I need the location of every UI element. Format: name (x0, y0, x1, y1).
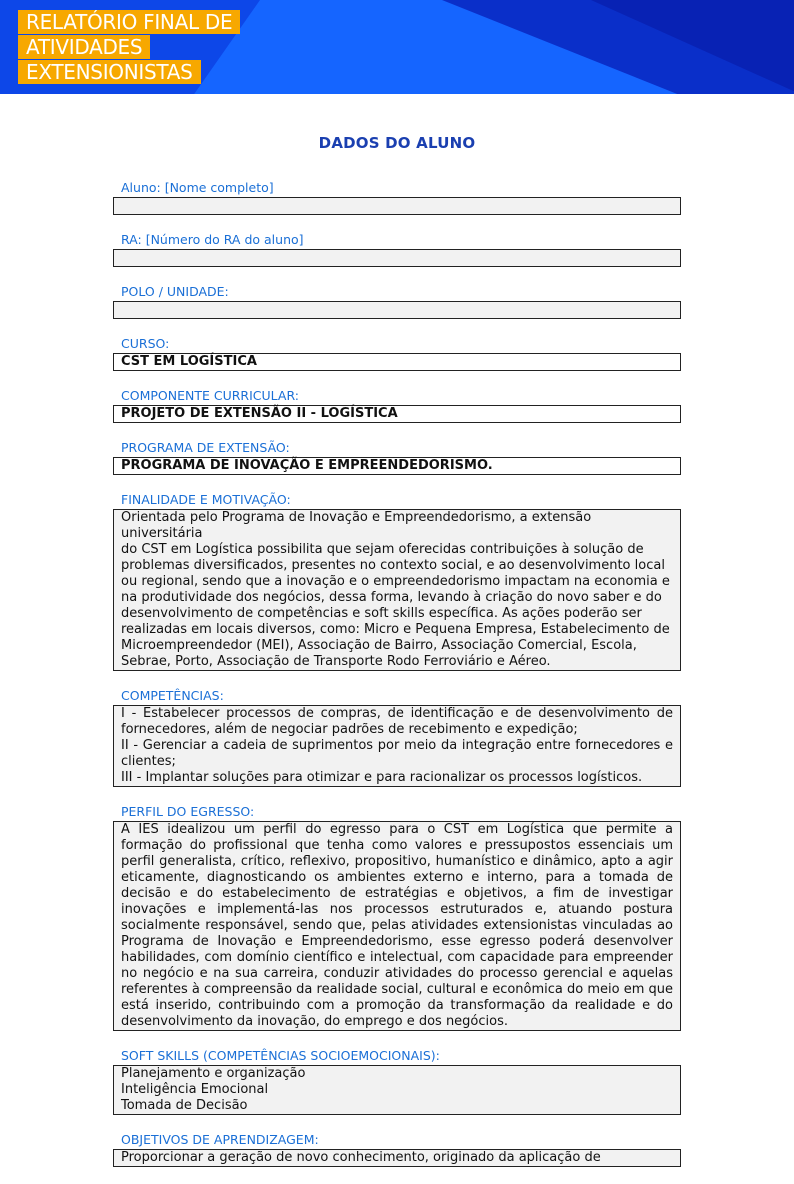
field-label: Aluno: [Nome completo] (121, 180, 274, 195)
polo-input[interactable] (113, 301, 681, 319)
field-label: COMPONENTE CURRICULAR: (121, 388, 299, 403)
section-title: DADOS DO ALUNO (318, 134, 476, 152)
text-line: na produtividade dos negócios, dessa forma, levando à criação do novo saber e do (121, 590, 662, 605)
field-label: POLO / UNIDADE: (121, 284, 229, 299)
field-polo (113, 284, 681, 319)
text-line: realizadas em locais diversos, como: Micro e Pequena Empresa, Estabelecimento de (121, 622, 670, 637)
text-line: Sebrae, Porto, Associação de Transporte Rodo Ferroviário e Aéreo. (121, 654, 551, 669)
perfil-text: A IES idealizou um perfil do egresso para o CST em Logística que permite a formação do profissional que tenha como valores e pressupostos essenciais um perfil generalista, crítico, reflexivo, propositivo, humanístico e dinâmico, apto a agir eticamente, diagnosticando os ambientes externo e interno, para a tomada de decisão e do estabelecimento de estratégias e objetivos, a fim de investigar inovações e implementá-las nos processos estruturados e, atuando postura socialmente responsável, sendo que, pelas atividades extensionistas vinculadas ao Programa de Inovação e Empreendedorismo, esse egresso poderá desenvolver habilidades, com domínio científico e intelectual, com capacidade para empreender no negócio e na sua carreira, conduzir atividades do processo gerencial e aquelas referentes à compreensão da realidade social, cultural e econômica do meio em que está inserido, contribuindo com a promoção da transformação da realidade e do desenvolvimento da inovação, do emprego e dos negócios. (113, 821, 681, 1031)
title-line: ATIVIDADES (18, 35, 150, 59)
document-title (18, 10, 240, 85)
field-finalidade (113, 492, 681, 671)
finalidade-text (113, 509, 681, 671)
field-label: RA: [Número do RA do aluno] (121, 232, 304, 247)
field-programa (113, 440, 681, 475)
field-label: OBJETIVOS DE APRENDIZAGEM: (121, 1132, 319, 1147)
field-label: CURSO: (121, 336, 170, 351)
form-content (113, 180, 681, 1184)
field-aluno (113, 180, 681, 215)
field-componente (113, 388, 681, 423)
title-line: RELATÓRIO FINAL DE (18, 10, 240, 34)
text-line: Orientada pelo Programa de Inovação e Empreendedorismo, a extensão universitária (121, 510, 592, 541)
field-label: PERFIL DO EGRESSO: (121, 804, 255, 819)
text-line: Microempreendedor (MEI), Associação de Bairro, Associação Comercial, Escola, (121, 638, 637, 653)
field-label: SOFT SKILLS (COMPETÊNCIAS SOCIOEMOCIONAIS): (121, 1048, 440, 1063)
objetivos-text: Proporcionar a geração de novo conhecimento, originado da aplicação de (113, 1149, 681, 1167)
aluno-input[interactable] (113, 197, 681, 215)
programa-value: PROGRAMA DE INOVAÇÃO E EMPREENDEDORISMO. (113, 457, 681, 475)
title-line: EXTENSIONISTAS (18, 60, 201, 84)
text-line: II - Gerenciar a cadeia de suprimentos por meio da integração entre fornecedores e clientes; (121, 738, 673, 769)
field-competencias (113, 688, 681, 787)
field-label: PROGRAMA DE EXTENSÃO: (121, 440, 290, 455)
field-curso (113, 336, 681, 371)
curso-value: CST EM LOGÍSTICA (113, 353, 681, 371)
text-line: Planejamento e organização (121, 1066, 306, 1081)
header-banner (0, 0, 794, 94)
text-line: do CST em Logística possibilita que sejam oferecidas contribuições à solução de (121, 542, 644, 557)
text-line: III - Implantar soluções para otimizar e para racionalizar os processos logísticos. (121, 770, 643, 785)
field-label: FINALIDADE E MOTIVAÇÃO: (121, 492, 291, 507)
field-soft-skills (113, 1048, 681, 1115)
ra-input[interactable] (113, 249, 681, 267)
text-line: Inteligência Emocional (121, 1082, 269, 1097)
field-perfil (113, 804, 681, 1031)
soft-skills-text (113, 1065, 681, 1115)
field-objetivos (113, 1132, 681, 1167)
componente-value: PROJETO DE EXTENSÃO II - LOGÍSTICA (113, 405, 681, 423)
text-line: ou regional, sendo que a inovação e o empreendedorismo impactam na economia e (121, 574, 670, 589)
text-line: I - Estabelecer processos de compras, de identificação e de desenvolvimento de fornecedores, além de negociar padrões de recebimento e expedição; (121, 706, 673, 737)
field-ra (113, 232, 681, 267)
text-line: problemas diversificados, presentes no contexto social, e ao desenvolvimento local (121, 558, 665, 573)
competencias-text (113, 705, 681, 787)
text-line: desenvolvimento de competências e soft skills específica. As ações poderão ser (121, 606, 642, 621)
field-label: COMPETÊNCIAS: (121, 688, 224, 703)
text-line: Tomada de Decisão (121, 1098, 248, 1113)
